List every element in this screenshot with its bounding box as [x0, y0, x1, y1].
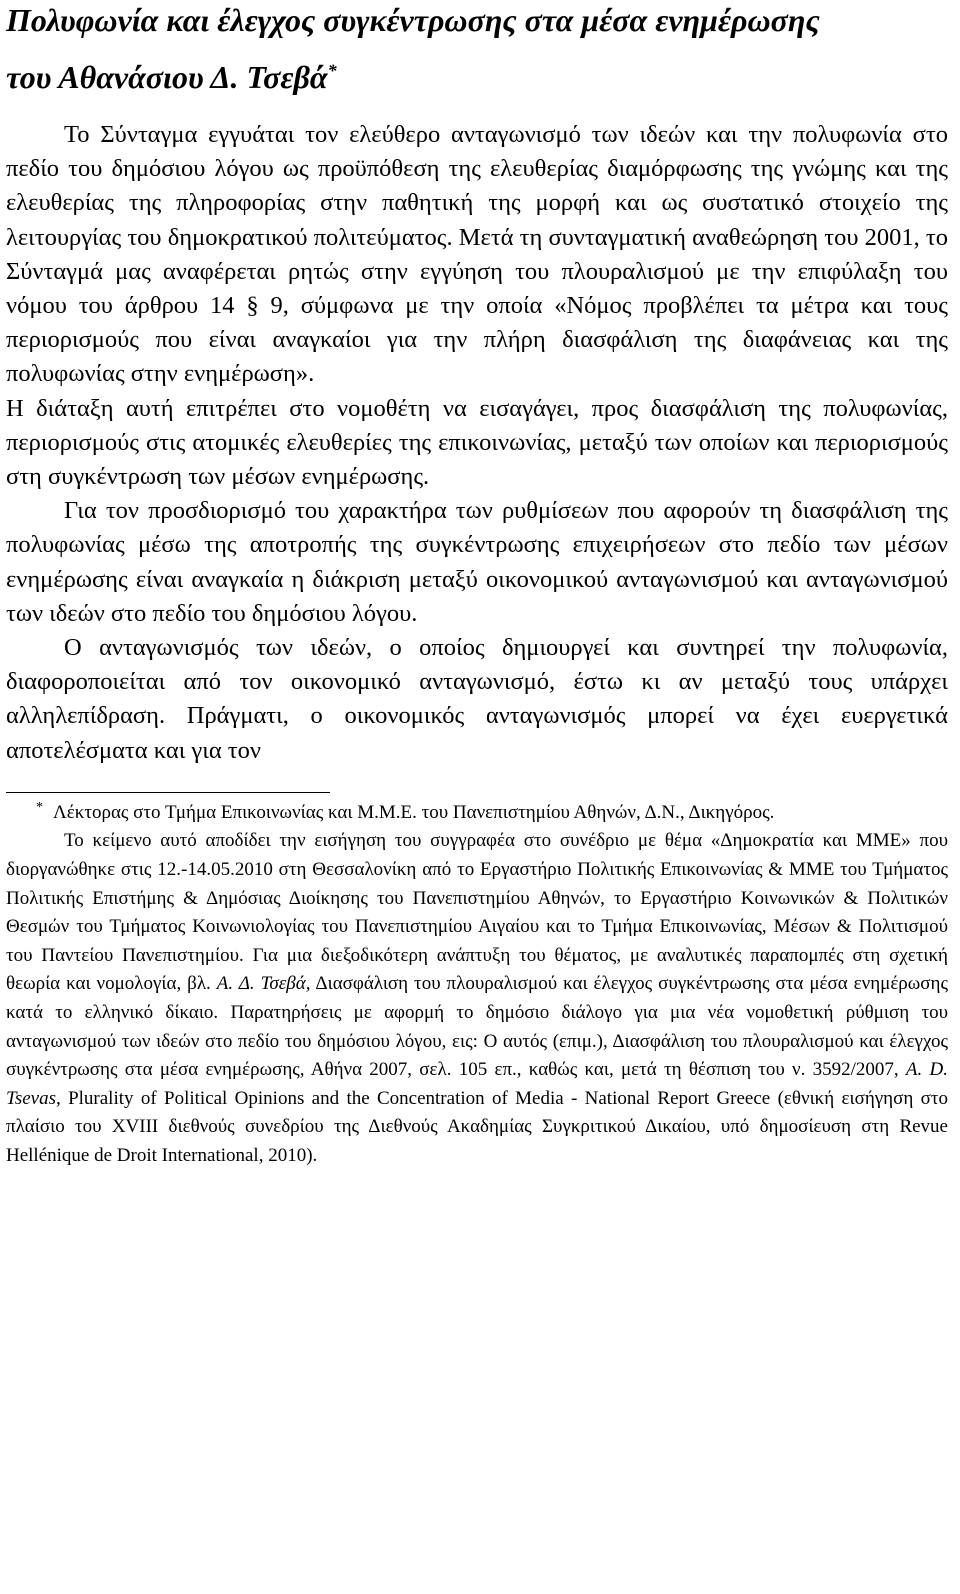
author-line [6, 59, 948, 96]
article-body [6, 118, 948, 768]
footnote-2 [6, 827, 948, 1170]
footnote-2-text-b: Διασφάλιση του πλουραλισμού και έλεγχος συγκέντρωσης στα μέσα ενημέρωσης κατά το ελληνικό δίκαιο. Παρατηρήσεις με αφορμή το δημόσιο διάλογο για μια νέα νομοθετική ρύθμιση του ανταγωνισμού των ιδεών στο πεδίο του δημόσιου λόγου, εις: Ο αυτός (επιμ.), Διασφάλιση του πλουραλισμού και έλεγχος συγκέντρωσης στα μέσα ενημέρωσης, Αθήνα 2007, σελ. 105 επ., καθώς και, μετά τη θέσπιση του ν. 3592/2007, [6, 973, 948, 1081]
footnote-1 [6, 799, 948, 828]
article-title: Πολυφωνία και έλεγχος συγκέντρωσης στα μέσα ενημέρωσης [6, 2, 820, 38]
author-name: του Αθανάσιου Δ. Τσεβά [6, 59, 328, 95]
footnote-mark: * [36, 799, 43, 815]
footnotes [6, 799, 948, 1171]
document-page [6, 0, 948, 1171]
author-footnote-mark[interactable]: * [327, 60, 337, 81]
body-paragraph-3: Για τον προσδιορισμό του χαρακτήρα των ρυθμίσεων που αφορούν τη διασφάλιση της πολυφωνίας μέσω της αποτροπής της συγκέντρωσης επιχειρήσεων στο πεδίο των μέσων ενημέρωσης είναι αναγκαία η διάκριση μεταξύ οικονομικού ανταγωνισμού και ανταγωνισμού των ιδεών στο πεδίο του δημόσιου λόγου. [6, 497, 948, 627]
footnote-2-author-latin: A. D. Tsevas, [6, 1059, 948, 1109]
footnote-2-text-c: Plurality of Political Opinions and the Concentration of Media - National Report Greece (εθνική εισήγηση στο πλαίσιο του XVIII διεθνούς συνεδρίου της Διεθνούς Ακαδημίας Συγκριτικού Δικαίου, υπό δημοσίευση στη Revue Hellénique de Droit International, 2010). [6, 1087, 949, 1166]
footnote-2-text-a: Το κείμενο αυτό αποδίδει την εισήγηση του συγγραφέα στο συνέδριο με θέμα «Δημοκρατία και ΜΜΕ» που διοργανώθηκε στις 12.-14.05.2010 στη Θεσσαλονίκη από το Εργαστήριο Πολιτικής Επικοινωνίας & ΜΜΕ του Τμήματος Πολιτικής Επιστήμης & Δημόσιας Διοίκησης του Πανεπιστημίου Αθηνών, το Εργαστήριο Κοινωνικών & Πολιτικών Θεσμών του Τμήματος Κοινωνιολογίας του Πανεπιστημίου Αιγαίου και το Τμήμα Επικοινωνίας, Μέσων & Πολιτισμού του Παντείου Πανεπιστημίου. Για μια διεξοδικότερη ανάπτυξη του θέματος, με αναλυτικές παραπομπές στη σχετική θεωρία και νομολογία, βλ. [6, 830, 948, 995]
body-paragraph-1: Το Σύνταγμα εγγυάται τον ελεύθερο ανταγωνισμό των ιδεών και την πολυφωνία στο πεδίο του δημόσιου λόγου ως προϋπόθεση της ελευθερίας διαμόρφωσης της γνώμης και της ελευθερίας της πληροφορίας στην παθητική της μορφή και ως συστατικό στοιχείο της λειτουργίας του δημοκρατικού πολιτεύματος. Μετά τη συνταγματική αναθεώρηση του 2001, το Σύνταγμά μας αναφέρεται ρητώς στην εγγύηση του πλουραλισμού με την επιφύλαξη του νόμου του άρθρου 14 § 9, σύμφωνα με την οποία «Νόμος προβλέπει τα μέτρα και τους περιορισμούς που είναι αναγκαίοι για την πλήρη διασφάλιση της διαφάνειας και της πολυφωνίας στην ενημέρωση». [6, 121, 948, 388]
footnote-separator [6, 792, 330, 793]
footnote-2-author-greek: Α. Δ. Τσεβά, [216, 973, 311, 995]
footnote-1-text: Λέκτορας στο Τμήμα Επικοινωνίας και Μ.Μ.Ε. του Πανεπιστημίου Αθηνών, Δ.Ν., Δικηγόρος. [53, 801, 775, 823]
body-paragraph-4: Ο ανταγωνισμός των ιδεών, ο οποίος δημιουργεί και συντηρεί την πολυφωνία, διαφοροποιείται από τον οικονομικό ανταγωνισμό, έστω κι αν μεταξύ τους υπάρχει αλληλεπίδραση. Πράγματι, ο οικονομικός ανταγωνισμός μπορεί να έχει ευεργετικά αποτελέσματα και για τον [6, 634, 948, 764]
body-paragraph-2: Η διάταξη αυτή επιτρέπει στο νομοθέτη να εισαγάγει, προς διασφάλιση της πολυφωνίας, περιορισμούς στις ατομικές ελευθερίες της επικοινωνίας, μεταξύ των οποίων και περιορισμούς στη συγκέντρωση των μέσων ενημέρωσης. [6, 394, 948, 491]
